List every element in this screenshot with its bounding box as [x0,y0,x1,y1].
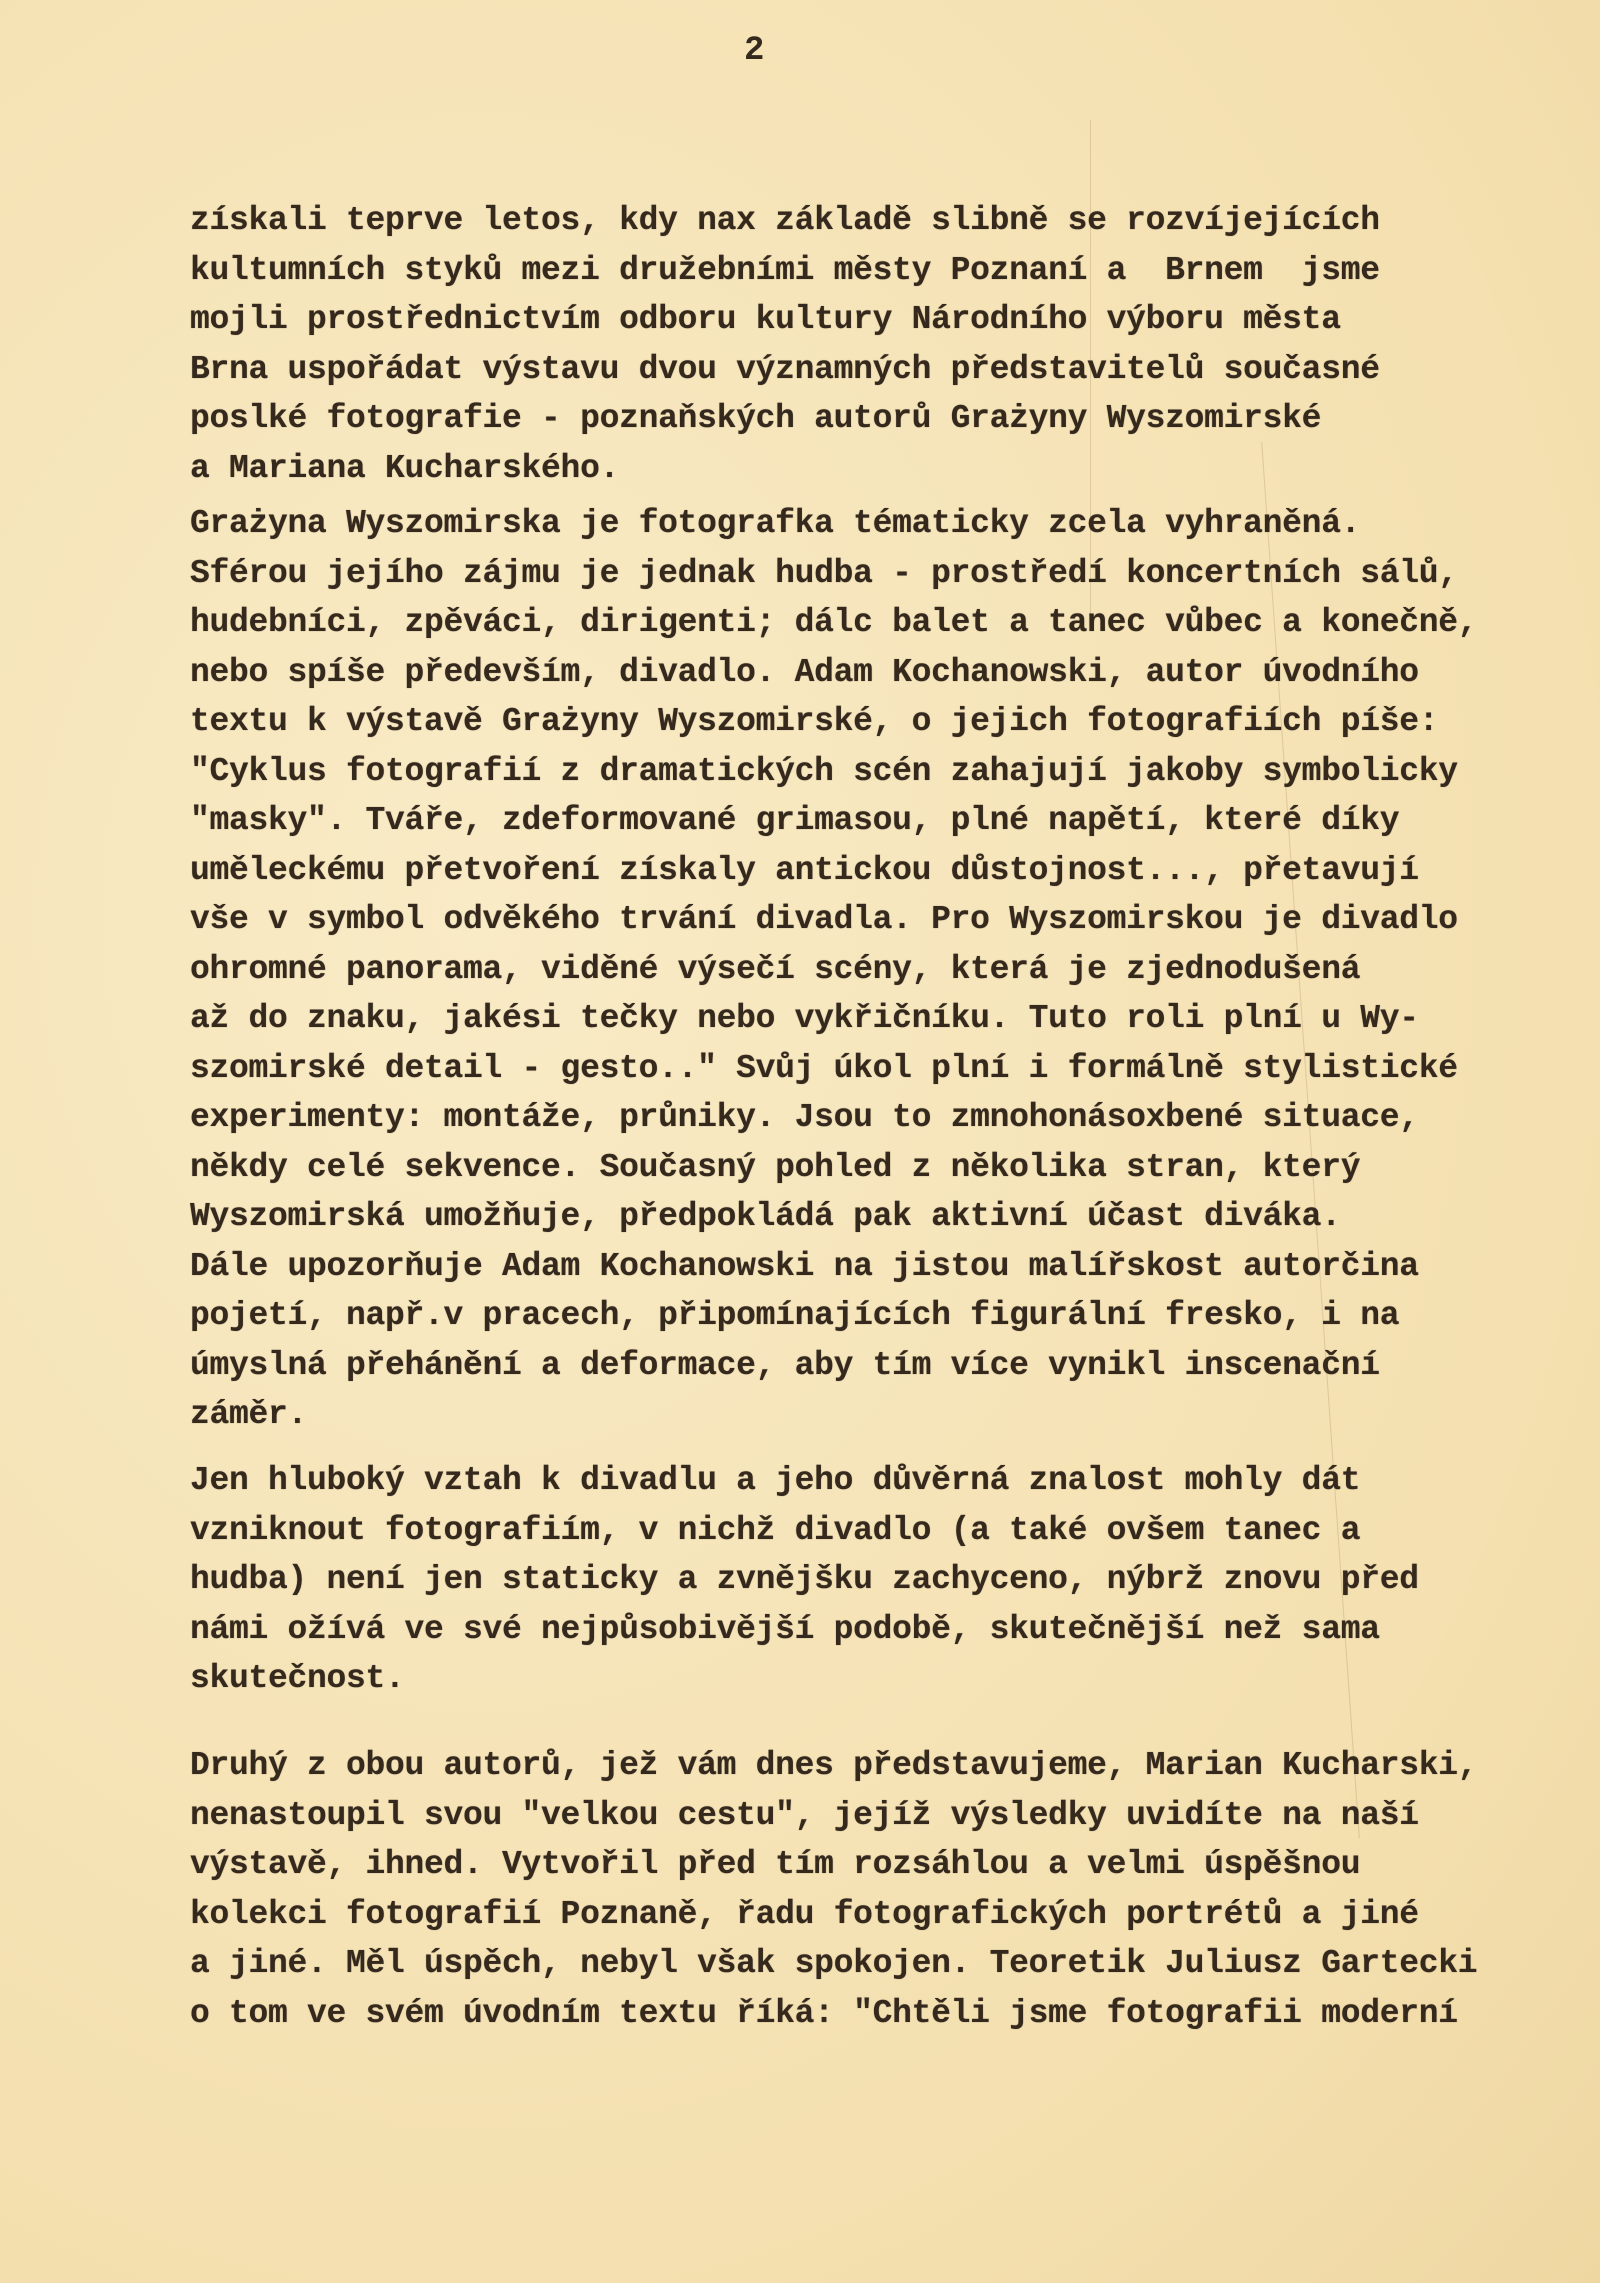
text-line: nenastoupil svou "velkou cestu", jejíž výsledky uvidíte na naší [190,1796,1419,1834]
text-line: uměleckému přetvoření získaly antickou důstojnost..., přetavují [190,851,1419,889]
paragraph-divadlo [190,1456,1419,1704]
text-line: Sférou jejího zájmu je jednak hudba - prostředí koncertních sálů, [190,554,1458,592]
text-line: experimenty: montáže, průniky. Jsou to zmnohonásoxbené situace, [190,1099,1419,1136]
paragraph-intro [190,196,1380,493]
page-number: 2 [744,32,765,70]
text-line: szomirské detail - gesto.." Svůj úkol plní i formálně stylistické [190,1049,1458,1087]
paragraph-wyszomirska [190,499,1477,1440]
text-line: Brna uspořádat výstavu dvou významných představitelů současné [190,350,1380,388]
text-line: poslké fotografie - poznaňských autorů Grażyny Wyszomirské [190,400,1322,437]
text-line: a jiné. Měl úspěch, nebyl však spokojen. Teoretik Juliusz Gartecki [190,1945,1478,1982]
text-line: Druhý z obou autorů, jež vám dnes představujeme, Marian Kucharski, [190,1747,1478,1784]
text-line: a Mariana Kucharského. [190,449,620,487]
text-line: úmyslná přehánění a deformace, aby tím více vynikl inscenační [190,1346,1380,1384]
text-line: až do znaku, jakési tečky nebo vykřičníku. Tuto roli plní u Wy- [190,1000,1419,1037]
text-line: ohromné panorama, viděné výsečí scény, která je zjednodušená [190,950,1361,988]
text-line: hudba) není jen staticky a zvnějšku zachyceno, nýbrž znovu před [190,1561,1419,1598]
text-line: výstavě, ihned. Vytvořil před tím rozsáhlou a velmi úspěšnou [190,1846,1361,1883]
text-line: vše v symbol odvěkého trvání divadla. Pro Wyszomirskou je divadlo [190,901,1458,938]
text-line: skutečnost. [190,1660,405,1697]
text-line: textu k výstavě Grażyny Wyszomirské, o jejich fotografiích píše: [190,703,1439,740]
text-line: o tom ve svém úvodním textu říká: "Chtěli jsme fotografii moderní [190,1994,1458,2032]
text-line: získali teprve letos, kdy nax základě slibně se rozvíjejících [190,202,1380,239]
text-line: mojli prostřednictvím odboru kultury Národního výboru města [190,301,1341,338]
text-line: Jen hluboký vztah k divadlu a jeho důvěrná znalost mohly dát [190,1462,1361,1499]
text-line: pojetí, např.v pracech, připomínajících figurální fresko, i na [190,1297,1400,1334]
text-line: nebo spíše především, divadlo. Adam Kochanowski, autor úvodního [190,653,1419,691]
text-line: Dále upozorňuje Adam Kochanowski na jistou malířskost autorčina [190,1247,1419,1285]
text-line: Grażyna Wyszomirska je fotografka tématicky zcela vyhraněná. [190,505,1361,542]
text-line: kolekci fotografií Poznaně, řadu fotografických portrétů a jiné [190,1895,1419,1933]
text-line: námi ožívá ve své nejpůsobivější podobě, skutečnější než sama [190,1610,1380,1648]
text-line: "Cyklus fotografií z dramatických scén zahajují jakoby symbolicky [190,752,1458,790]
text-line: záměr. [190,1396,308,1433]
text-line: Wyszomirská umožňuje, předpokládá pak aktivní účast diváka. [190,1198,1341,1235]
text-line: někdy celé sekvence. Současný pohled z několika stran, který [190,1148,1361,1186]
paragraph-kucharski [190,1741,1477,2038]
text-line: kultumních styků mezi družebními městy Poznaní a Brnem jsme [190,251,1380,289]
text-line: hudebníci, zpěváci, dirigenti; dálc balet a tanec vůbec a konečně, [190,604,1478,641]
text-line: vzniknout fotografiím, v nichž divadlo (a také ovšem tanec a [190,1511,1361,1549]
text-line: "masky". Tváře, zdeformované grimasou, plné napětí, které díky [190,802,1400,839]
